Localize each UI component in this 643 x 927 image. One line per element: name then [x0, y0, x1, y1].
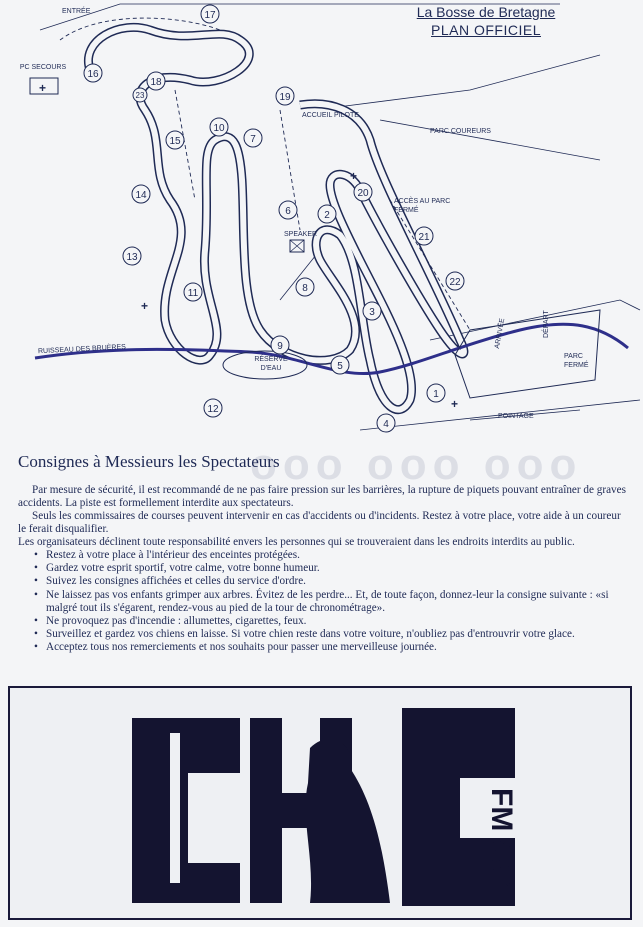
- svg-text:9: 9: [277, 341, 283, 352]
- svg-text:12: 12: [207, 404, 219, 415]
- first-aid-cross-icon: +: [39, 81, 47, 95]
- marker-4: [377, 414, 395, 432]
- marker-3: [363, 302, 381, 320]
- marker-21: [415, 227, 433, 245]
- label-parc-coureurs: PARC COUREURS: [430, 128, 491, 135]
- marker-8: [296, 278, 314, 296]
- list-item: • Ne provoquez pas d'incendie : allumettes, cigarettes, feux.: [46, 615, 628, 628]
- svg-text:18: 18: [150, 77, 162, 88]
- marker-9: [271, 336, 289, 354]
- list-item: • Suivez les consignes affichées et celles du service d'ordre.: [46, 575, 628, 588]
- svg-text:14: 14: [135, 190, 147, 201]
- marker-16: [84, 64, 102, 82]
- first-aid-cross-icon: +: [141, 299, 149, 313]
- marker-19: [276, 87, 294, 105]
- label-depart: DÉPART: [543, 310, 550, 338]
- marker-23: [133, 88, 147, 102]
- marker-14: [132, 185, 150, 203]
- track-map-drawing: [0, 0, 643, 440]
- svg-text:23: 23: [135, 91, 145, 100]
- chc-logo-graphic: [10, 688, 630, 918]
- svg-text:20: 20: [357, 188, 369, 199]
- marker-17: [201, 5, 219, 23]
- svg-text:17: 17: [204, 10, 216, 21]
- label-arrivee: ARRIVÉE: [494, 317, 507, 350]
- list-item: • Ne laissez pas vos enfants grimper aux arbres. Évitez de les perdre... Et, de toute façon, donnez-leur la consigne suivante : «si malgré tout ils s'égarent, rendez-vous au pied de la tour de chronométrage».: [46, 589, 628, 615]
- first-aid-cross-icon: +: [451, 397, 459, 411]
- label-ruisseau: RUISSEAU DES BRUÈRES: [37, 343, 127, 356]
- map-title: La Bosse de Bretagne: [416, 4, 556, 20]
- label-acces-parc-ferme: ACCÈS AU PARC FERMÉ: [394, 198, 451, 214]
- label-reserve-eau: RÉSERVE D'EAU: [254, 356, 288, 372]
- marker-12: [204, 399, 222, 417]
- svg-text:2: 2: [324, 210, 330, 221]
- list-item: • Restez à votre place à l'intérieur des enceintes protégées.: [46, 549, 628, 562]
- label-entree: ENTRÉE: [62, 8, 91, 15]
- svg-text:3: 3: [369, 307, 375, 318]
- notice-title: Consignes à Messieurs les Spectateurs: [18, 452, 280, 471]
- notice-paragraph-3: Les organisateurs déclinent toute responsabilité envers les personnes qui se trouveraient dans les endroits interdits au public.: [18, 536, 575, 548]
- svg-text:8: 8: [302, 283, 308, 294]
- svg-text:7: 7: [250, 134, 256, 145]
- label-parc-ferme: PARC FERMÉ: [564, 353, 589, 369]
- svg-text:4: 4: [383, 419, 389, 430]
- radio-advertisement: [8, 686, 632, 920]
- svg-text:13: 13: [126, 252, 138, 263]
- marker-1: [427, 384, 445, 402]
- marker-20: [354, 183, 372, 201]
- marker-6: [279, 201, 297, 219]
- marker-5: [331, 356, 349, 374]
- svg-text:6: 6: [285, 206, 291, 217]
- marker-15: [166, 131, 184, 149]
- marker-18: [147, 72, 165, 90]
- svg-text:19: 19: [279, 92, 291, 103]
- svg-text:21: 21: [418, 232, 430, 243]
- marker-22: [446, 272, 464, 290]
- label-speaker: SPEAKER: [284, 231, 318, 238]
- notice-bullet-list: [18, 549, 628, 655]
- marker-2: [318, 205, 336, 223]
- marker-13: [123, 247, 141, 265]
- marker-7: [244, 129, 262, 147]
- list-item: • Surveillez et gardez vos chiens en laisse. Si votre chien reste dans votre voiture, n'oubliez pas d'entrouvrir votre glace.: [46, 628, 628, 641]
- notice-paragraph-1: Par mesure de sécurité, il est recommandé de ne pas faire pression sur les barrières, la rupture de piquets pouvant entraîner de graves accidents. La piste est formellement interdite aux spectateurs.: [18, 484, 626, 509]
- svg-text:1: 1: [433, 389, 439, 400]
- track-map: [0, 0, 643, 440]
- label-pointage: POINTAGE: [498, 413, 534, 420]
- marker-10: [210, 118, 228, 136]
- first-aid-cross-icon: +: [350, 169, 358, 183]
- map-subtitle: PLAN OFFICIEL: [431, 22, 541, 38]
- ad-frequency: FM 89.1: [485, 788, 518, 899]
- svg-text:22: 22: [449, 277, 461, 288]
- label-pc-secours: PC SECOURS: [19, 64, 67, 71]
- label-accueil-pilote: ACCUEIL PILOTE: [302, 112, 359, 119]
- marker-11: [184, 283, 202, 301]
- show-through-background: ooo ooo ooo: [250, 440, 583, 489]
- svg-text:15: 15: [169, 136, 181, 147]
- svg-text:16: 16: [87, 69, 99, 80]
- svg-text:10: 10: [213, 123, 225, 134]
- svg-text:11: 11: [187, 288, 199, 299]
- svg-text:5: 5: [337, 361, 343, 372]
- list-item: • Gardez votre esprit sportif, votre calme, votre bonne humeur.: [46, 562, 628, 575]
- spectator-notice: [18, 452, 628, 655]
- notice-paragraph-2: Seuls les commissaires de courses peuvent intervenir en cas d'accidents ou d'incidents. Restez à votre place, votre aide à un coureur le ferait disqualifier.: [18, 510, 621, 535]
- list-item: • Acceptez tous nos remerciements et nos souhaits pour passer une merveilleuse journée.: [46, 641, 628, 654]
